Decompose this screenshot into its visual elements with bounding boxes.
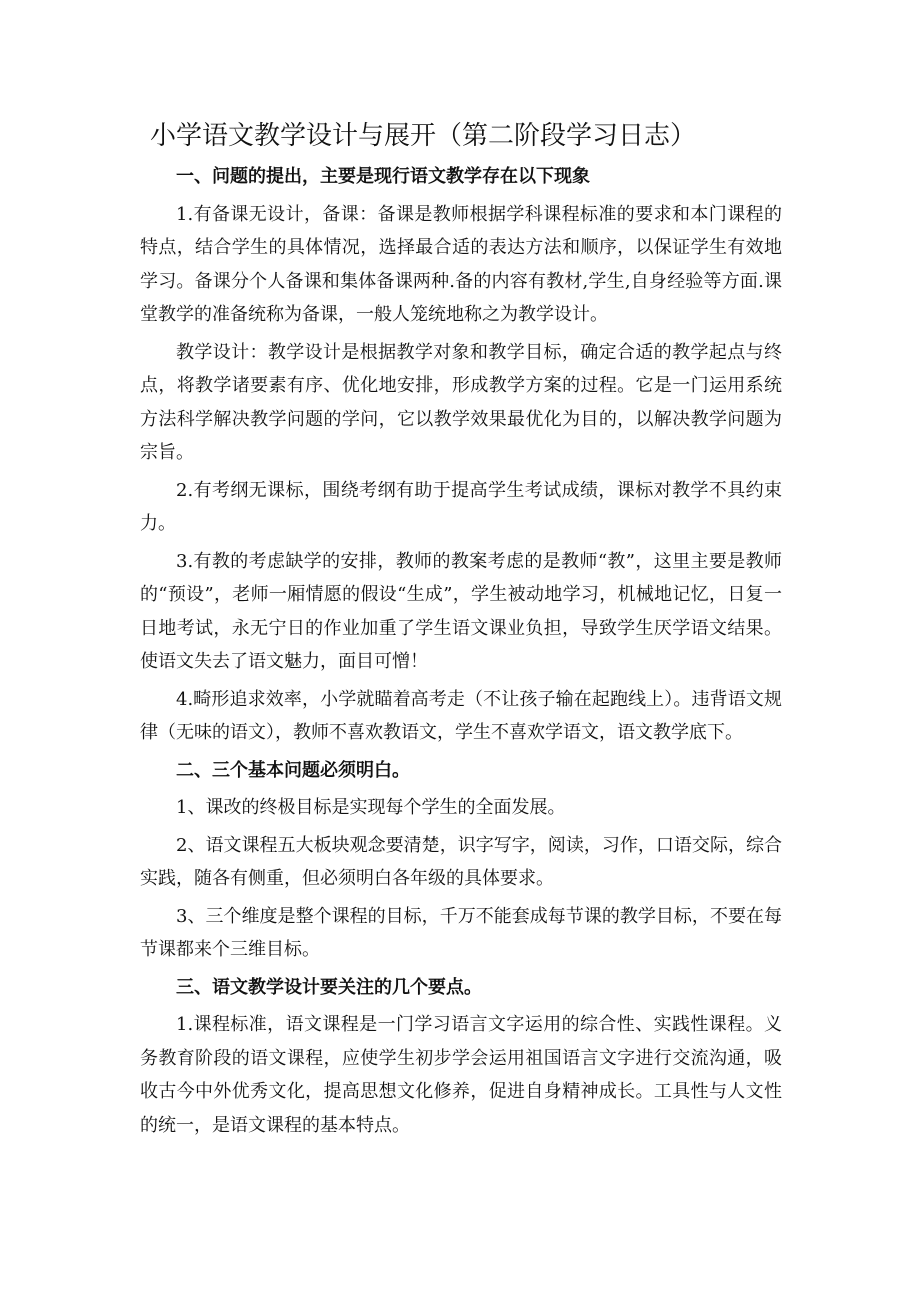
section-heading-3: 三、语文教学设计要关注的几个要点。 [176, 976, 482, 998]
paragraph-efficiency: 4.畸形追求效率，小学就瞄着高考走（不让孩子输在起跑线上）。违背语文规律（无味的语文），教师不喜欢教语文，学生不喜欢学语文，语文教学底下。 [140, 688, 782, 743]
paragraph-five-blocks: 2、语文课程五大板块观念要清楚，识字写字，阅读，习作，口语交际，综合实践，随各有侧重，但必须明白各年级的具体要求。 [140, 834, 782, 889]
paragraph-teaching-vs-learning: 3.有教的考虑缺学的安排，教师的教案考虑的是教师“教”，这里主要是教师的“预设”，老师一厢情愿的假设“生成”，学生被动地学习，机械地记忆，日复一日地考试，永无宁日的作业加重了学生语文课业负担，导致学生厌学语文结果。使语文失去了语文魅力，面目可憎！ [140, 550, 782, 672]
paragraph-ultimate-goal: 1、课改的终极目标是实现每个学生的全面发展。 [176, 797, 566, 818]
paragraph-exam-outline: 2.有考纲无课标，围绕考纲有助于提高学生考试成绩，课标对教学不具约束力。 [140, 479, 782, 534]
paragraph-lesson-prep: 1.有备课无设计，备课：备课是教师根据学科课程标准的要求和本门课程的特点，结合学生的具体情况，选择最合适的表达方法和顺序，以保证学生有效地学习。备课分个人备课和集体备课两种.备的内容有教材,学生,自身经验等方面.课堂教学的准备统称为备课，一般人笼统地称之为教学设计。 [140, 203, 782, 325]
document-title: 小学语文教学设计与展开（第二阶段学习日志） [150, 121, 697, 151]
paragraph-teaching-design: 教学设计：教学设计是根据教学对象和教学目标，确定合适的教学起点与终点，将教学诸要素有序、优化地安排，形成教学方案的过程。它是一门运用系统方法科学解决教学问题的学问，它以教学效果最优化为目的，以解决教学问题为宗旨。 [140, 341, 782, 463]
section-heading-1: 一、问题的提出，主要是现行语文教学存在以下现象 [176, 166, 590, 187]
paragraph-curriculum-standard: 1.课程标准，语文课程是一门学习语言文字运用的综合性、实践性课程。义务教育阶段的语文课程，应使学生初步学会运用祖国语言文字进行交流沟通，吸收古今中外优秀文化，提高思想文化修养，促进自身精神成长。工具性与人文性的统一，是语文课程的基本特点。 [140, 1014, 782, 1136]
document-body [140, 160, 782, 1146]
section-heading-2: 二、三个基本问题必须明白。 [176, 759, 410, 781]
paragraph-three-dimensions: 3、三个维度是整个课程的目标，千万不能套成每节课的教学目标，不要在每节课都来个三维目标。 [140, 905, 782, 960]
